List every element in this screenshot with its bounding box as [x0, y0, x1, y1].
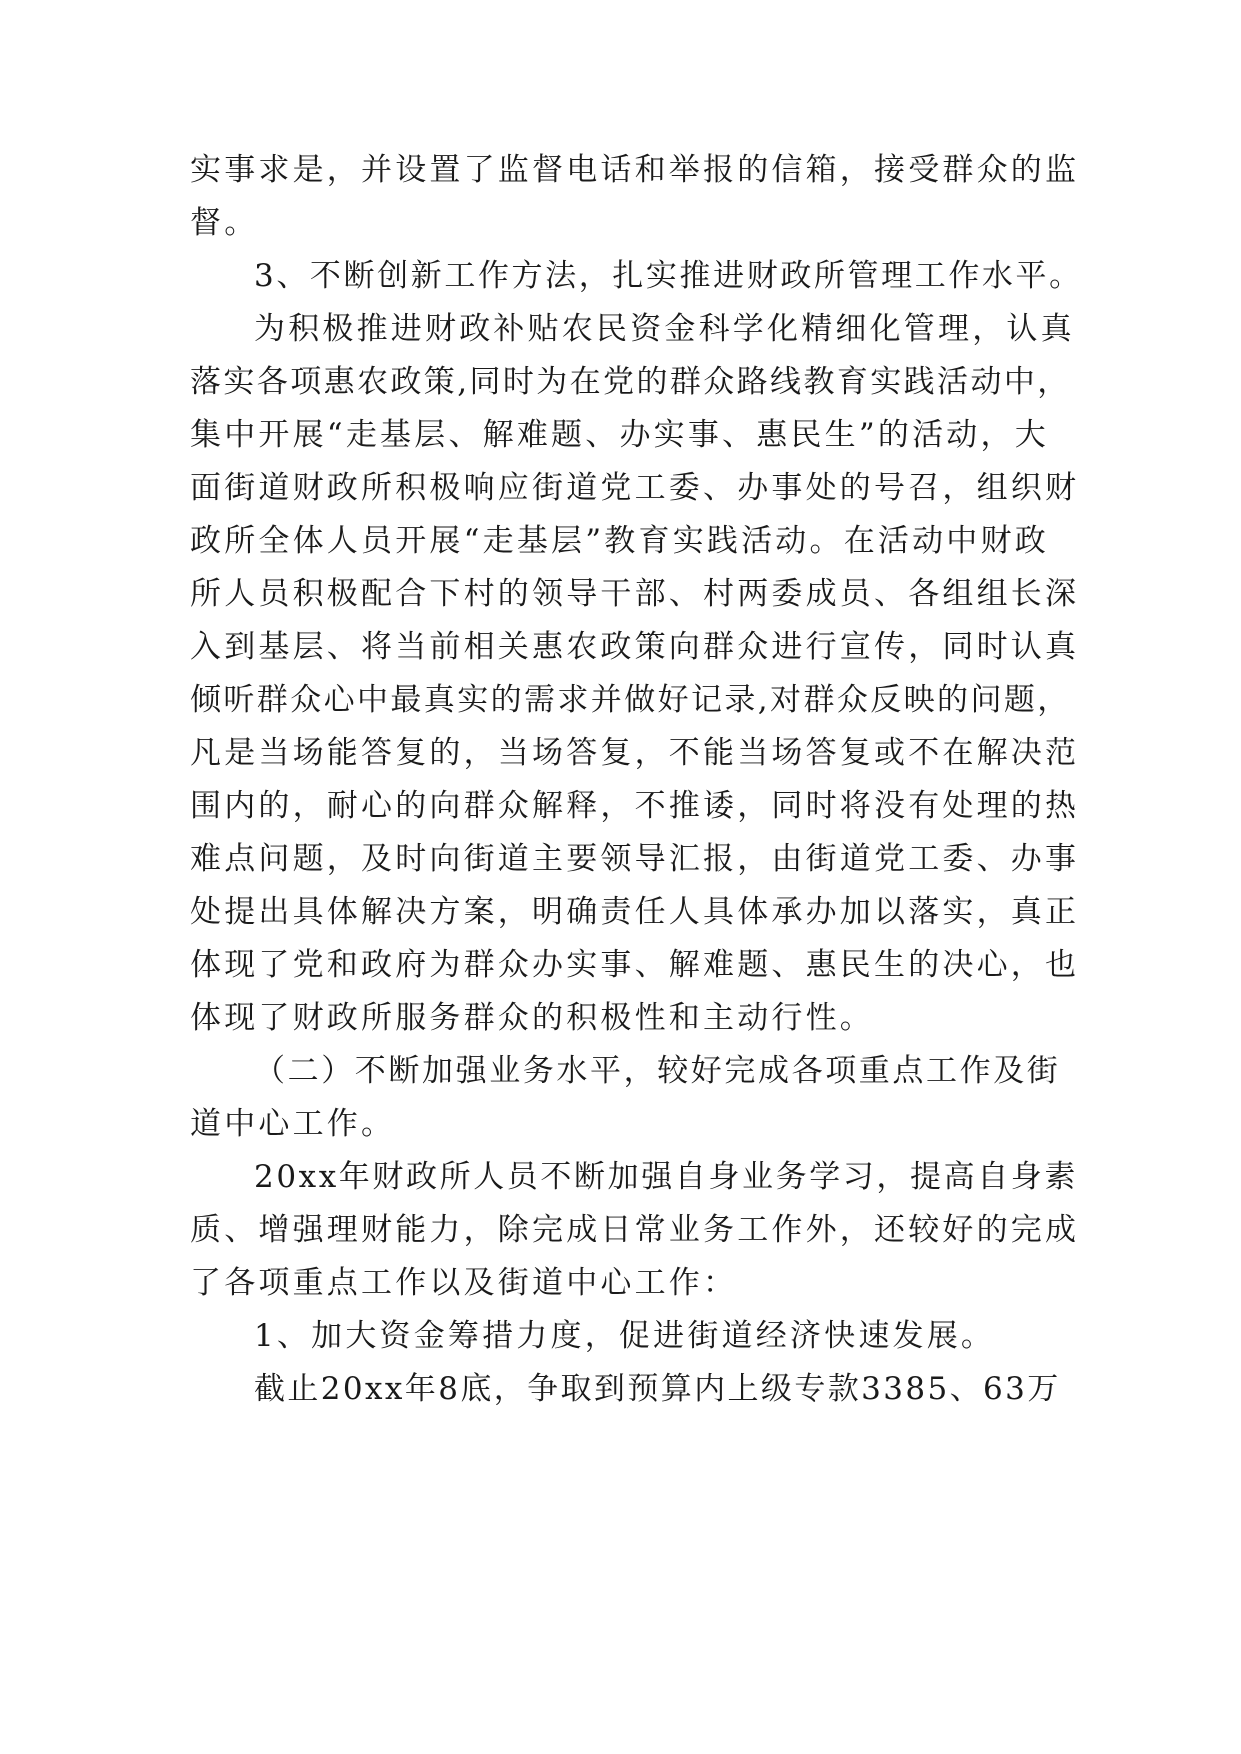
text-line: 凡是当场能答复的，当场答复，不能当场答复或不在解决范 [190, 735, 1080, 771]
text-line: 体现了财政所服务群众的积极性和主动行性。 [190, 1000, 874, 1036]
text-line: 3、不断创新工作方法，扎实推进财政所管理工作水平。 [254, 258, 1083, 294]
text-line: 体现了党和政府为群众办实事、解难题、惠民生的决心，也 [190, 947, 1080, 983]
text-line: 道中心工作。 [190, 1106, 396, 1142]
text-line: 了各项重点工作以及街道中心工作： [190, 1265, 738, 1301]
text-line: 所人员积极配合下村的领导干部、村两委成员、各组组长深 [190, 576, 1080, 612]
text-line: 入到基层、将当前相关惠农政策向群众进行宣传，同时认真 [190, 629, 1080, 665]
text-line: 面街道财政所积极响应街道党工委、办事处的号召，组织财 [190, 470, 1080, 506]
text-line: 政所全体人员开展“走基层”教育实践活动。在活动中财政 [190, 523, 1049, 559]
text-line: 难点问题，及时向街道主要领导汇报，由街道党工委、办事 [190, 841, 1080, 877]
text-line: 1、加大资金筹措力度，促进街道经济快速发展。 [254, 1318, 996, 1354]
text-line: （二）不断加强业务水平，较好完成各项重点工作及街 [254, 1053, 1061, 1089]
text-line: 截止20xx年8底，争取到预算内上级专款3385、63万 [254, 1371, 1061, 1407]
text-line: 质、增强理财能力，除完成日常业务工作外，还较好的完成 [190, 1212, 1080, 1248]
text-line: 实事求是，并设置了监督电话和举报的信箱，接受群众的监 [190, 152, 1080, 188]
text-line: 20xx年财政所人员不断加强自身业务学习，提高自身素 [254, 1159, 1079, 1195]
text-line: 督。 [190, 205, 259, 241]
text-line: 围内的，耐心的向群众解释，不推诿，同时将没有处理的热 [190, 788, 1080, 824]
text-line: 落实各项惠农政策,同时为在党的群众路线教育实践活动中， [190, 364, 1071, 400]
text-line: 处提出具体解决方案，明确责任人具体承办加以落实，真正 [190, 894, 1080, 930]
text-line: 为积极推进财政补贴农民资金科学化精细化管理，认真 [254, 311, 1075, 347]
text-line: 倾听群众心中最真实的需求并做好记录,对群众反映的问题， [190, 682, 1071, 718]
text-line: 集中开展“走基层、解难题、办实事、惠民生”的活动，大 [190, 417, 1049, 453]
